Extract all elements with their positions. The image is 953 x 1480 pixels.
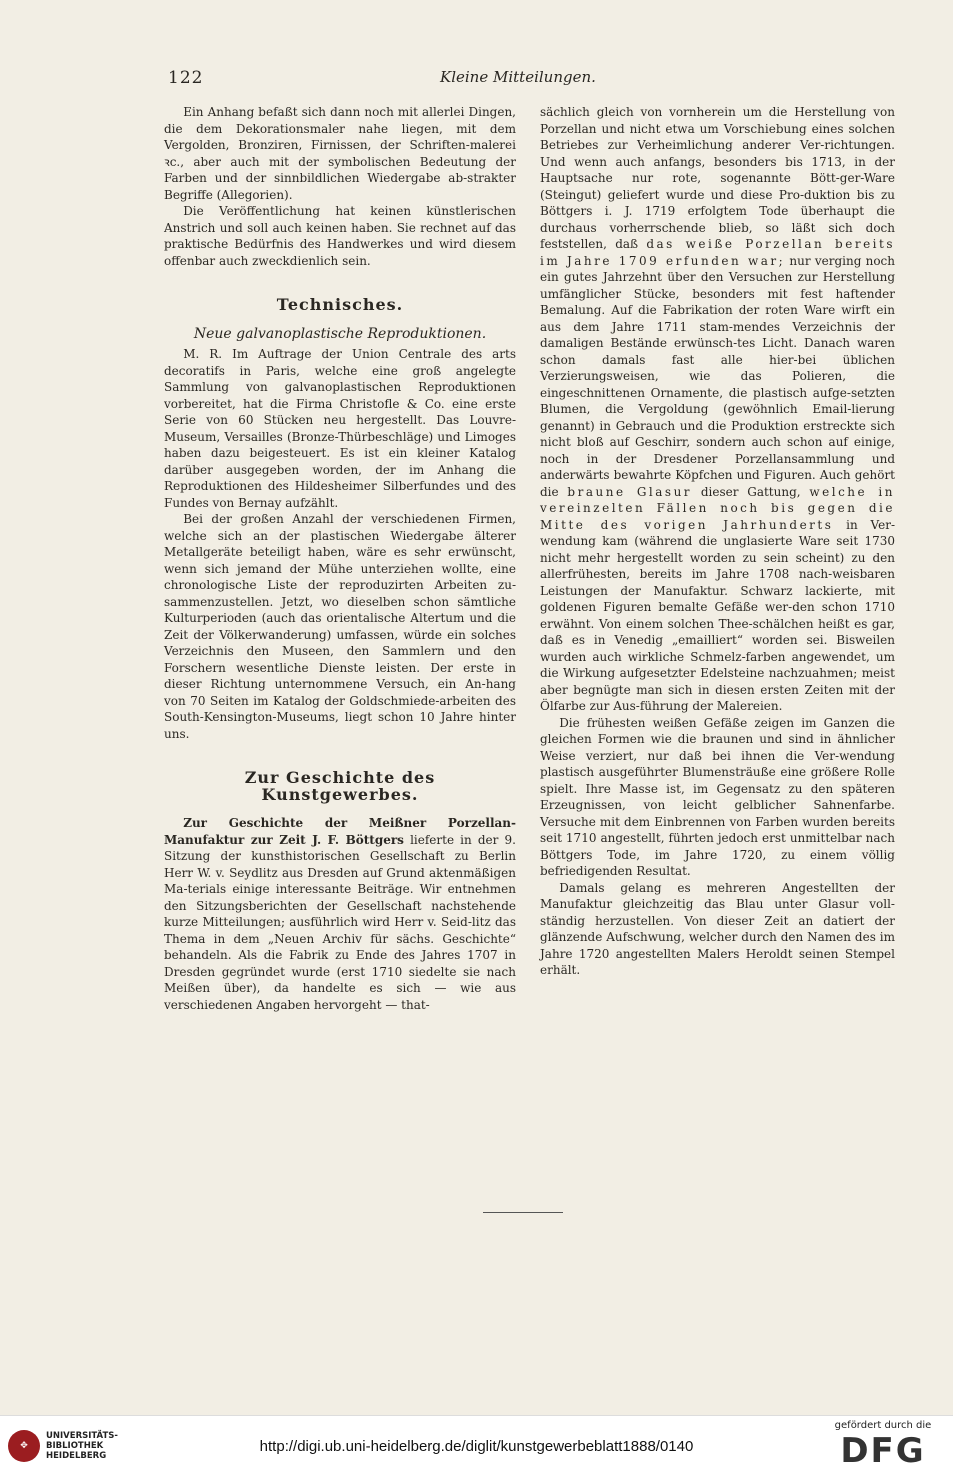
paragraph-meissner-text: lieferte in der 9. Sitzung der kunsthistorischen Gesellschaft zu Berlin Herr W. v. Seydlitz aus Dresden auf Grund aktenmäßigen Ma-terials einige interessante Beiträge. Wir entnehmen den Sitzungsberichten der Gesellschaft nachstehende kurze Mitteilungen; ausführlich wird Herr v. Seid-litz das Thema in dem „Neuen Archiv für sächs. Geschichte“ behandeln. Als die Fabrik zu Ende des Jahres 1707 in Dresden gegründet wurde (erst 1710 siedelte sie nach Meißen über), da handelte es sich — wie aus verschiedenen Angaben hervorgeht — that- — [164, 832, 516, 1012]
paragraph-meissner-lead: Zur Geschichte der Meißner Porzellan-Manufaktur zur Zeit J. F. Böttgers — [164, 816, 516, 847]
university-seal-icon: ✥ — [8, 1430, 40, 1462]
library-line: BIBLIOTHEK — [46, 1441, 104, 1451]
paragraph-anhang: Ein Anhang befaßt sich dann noch mit allerlei Dingen, die dem Dekorationsmaler nahe liegen, mit dem Vergolden, Bronziren, Firnissen, der Schriften-malerei ꝛc., aber auch mit der symbolischen Bedeutung der Farben und der sinnbildlichen Wiedergabe ab-strakter Begriffe (Allegorien). — [164, 105, 516, 202]
text-run: sächlich gleich von vornherein um die Herstellung von Porzellan und nicht etwa um Vorschiebung eines solchen Betriebes zur Verheimlichung anderer Ver-richtungen. Und wenn auch anfangs, besonders bis 1713, in der Hauptsache nur rote, sogenannte Bött-ger-Ware (Steingut) geliefert wurde und diese Pro-duktion bis zu Böttgers i. J. 1719 erfolgtem Tode überhaupt die durchaus vorherrschende blieb, so läßt sich doch feststellen, daß — [540, 105, 895, 251]
text-run: in Ver-wendung kam (während die unglasierte Ware seit 1730 nicht mehr hergestellt worden zu sein scheint) zu den allerfrühesten, bereits im Jahre 1708 nach-weisbaren Leistungen der Manufaktur. Schwarz lackierte, mit goldenen Figuren bemalte Gefäße wer-den schon 1710 erwähnt. Von einem solchen Thee-schälchen heißt es gar, daß es in Venedig „emailliert“ worden sei. Bisweilen wurden auch wirkliche Schmelz-farben angewendet, um die Wirkung aufgesetzter Edelsteine nachzuahmen; meist aber begnügte man sich in diesen ersten Zeiten mit der Ölfarbe zur Aus-führung der Malereien. — [540, 517, 895, 713]
end-rule — [483, 1212, 563, 1213]
paragraph-porzellan-continued — [540, 104, 895, 715]
text-run: nur verging noch ein gutes Jahrzehnt über den Versuchen zur Herstellung umfänglicher Stücke, besonders mit fest haftender Bemalung. Auf die Fabrikation der roten Ware wirft ein aus dem Jahre 1711 stam-mendes Verzeichnis der damaligen Bestände erwünsch-tes Licht. Danach waren schon damals fast alle hier-bei üblichen Verzierungsweisen, wie das Polieren, die eingeschnittenen Ornamente, die plastisch aufge-setzten Blumen, die Vergoldung (gewöhnlich Email-lierung genannt) in Gebrauch und die Produktion erstreckte sich nicht bloß auf Geschirr, sondern auch schon auf einige, noch in der Dresdener Porzellansammlung und anderwärts bewahrte Köpfchen und Figuren. Auch gehört die — [540, 253, 896, 499]
page-number: 122 — [168, 68, 204, 88]
emphasis-run: welche in vereinzelten Fällen noch bis gegen die Mitte des vorigen Jahrhunderts — [540, 484, 895, 532]
left-column — [164, 104, 516, 1013]
library-line: UNIVERSITÄTS- — [46, 1431, 118, 1441]
paragraph-veroeffentlichung: Die Veröffentlichung hat keinen künstlerischen Anstrich und soll auch keinen haben. Sie rechnet auf das praktische Bedürfnis des Handwerkes und wird diesem offenbar auch zweckdienlich sein. — [164, 204, 516, 268]
subheading-galvanoplastische: Neue galvanoplastische Reproduktionen. — [193, 325, 487, 342]
library-line: HEIDELBERG — [46, 1451, 107, 1461]
paragraph-firmen: Bei der großen Anzahl der verschiedenen Firmen, welche sich an der plastischen Wiedergabe älterer Metallgeräte beteiligt haben, wäre es sehr erwünscht, wenn sich jemand der Mühe unterziehen wollte, eine chronologische Liste der reproduzirten Arbeiten zu-sammenzustellen. Jetzt, wo dieselben schon sämtliche Kulturperioden (auch das orientalische Altertum und die Zeit der Völkerwanderung) umfassen, würde ein solches Verzeichnis den Museen, den Sammlern und den Forschern wesentliche Dienste leisten. Der erste in dieser Richtung unternommene Versuch, ein An-hang von 70 Seiten im Katalog der Goldschmiede-arbeiten des South-Kensington-Museums, liegt schon 10 Jahre hinter uns. — [164, 512, 516, 741]
text-run: dieser Gattung, — [692, 484, 810, 499]
emphasis-run: braune Glasur — [567, 484, 693, 499]
right-column — [540, 104, 895, 979]
paragraph-blau-unter-glasur: Damals gelang es mehreren Angestellten der Manufaktur gleichzeitig das Blau unter Glasur voll-ständig herzustellen. Von dieser Zeit an datiert der glänzende Aufschwung, welcher durch den Namen des im Jahre 1720 angestellten Malers Heroldt seinen Stempel erhält. — [540, 880, 895, 977]
section-heading-geschichte: Zur Geschichte des Kunstgewerbes. — [244, 768, 436, 804]
dfg-logo: DFG — [840, 1431, 926, 1471]
funder-logo[interactable] — [821, 1420, 945, 1471]
source-url-link[interactable]: http://digi.ub.uni-heidelberg.de/diglit/kunstgewerbeblatt1888/0140 — [259, 1438, 694, 1455]
paragraph-weisse-gefaesse: Die frühesten weißen Gefäße zeigen im Ganzen die gleichen Formen wie die braunen und sind in ähnlicher Weise verziert, nur daß bei ihnen die Ver-wendung plastisch ausgeführter Blumensträuße eine größere Rolle spielt. Ihre Masse ist, im Gegensatz zu den späteren Erzeugnissen, von leicht gelblicher Sahnenfarbe. Versuche mit dem Einbrennen von Farben wurden bereits seit 1710 angestellt, führten jedoch erst unmittelbar nach Böttgers Tode, im Jahre 1720, zu einem völlig befriedigenden Resultat. — [540, 715, 895, 878]
funder-caption: gefördert durch die — [834, 1420, 932, 1431]
emphasis-run: das weiße Porzellan bereits im Jahre 1709 erfunden war; — [540, 237, 895, 268]
footer-bar — [0, 1415, 953, 1480]
paragraph-meissner — [164, 815, 516, 1013]
paragraph-union-centrale: M. R. Im Auftrage der Union Centrale des arts decoratifs in Paris, welche eine groß angelegte Sammlung von galvanoplastischen Reproduktionen vorbereitet, hat die Firma Christofle & Co. eine erste Serie von 60 Stücken neu hergestellt. Das Louvre-Museum, Versailles (Bronze-Thürbeschläge) und Limoges haben dazu beigesteuert. Es ist ein kleiner Katalog darüber ausgegeben worden, der im Anhang die Reproduktionen des Hildesheimer Silberfundes und des Fundes von Bernay aufzählt. — [164, 347, 516, 510]
section-heading-technisches: Technisches. — [276, 295, 404, 314]
running-head: Kleine Mitteilungen. — [440, 68, 596, 86]
